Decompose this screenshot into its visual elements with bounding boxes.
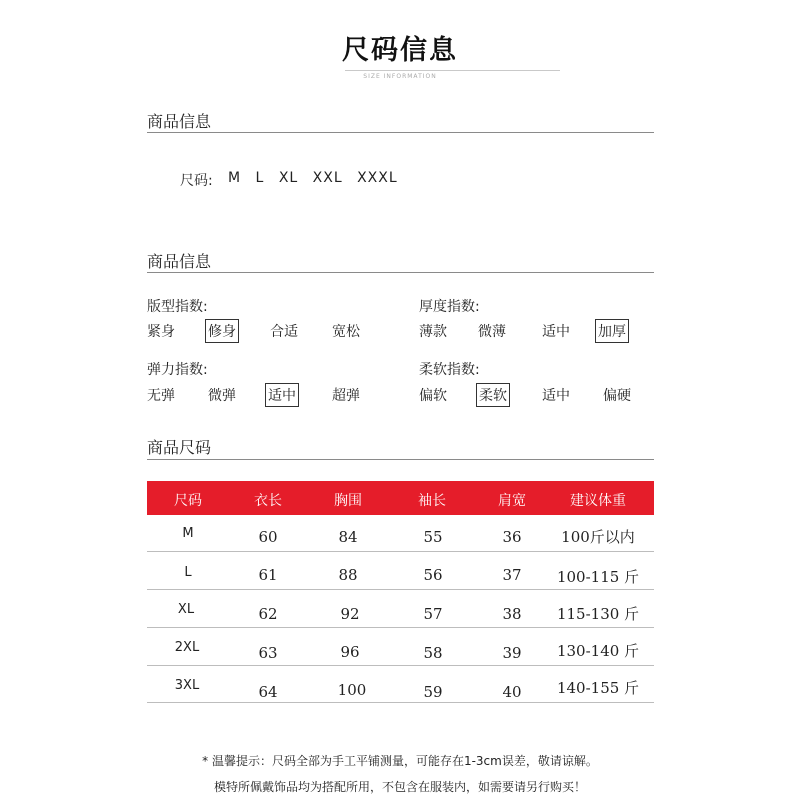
measurement-note: * 温馨提示：尺码全部为手工平铺测量，可能存在1-3cm误差，敬请谅解。: [202, 754, 598, 768]
fit-option: 合适: [270, 324, 298, 340]
table-cell: 140-155 斤: [556, 679, 640, 697]
table-cell: 38: [502, 605, 522, 623]
table-cell: 63: [258, 644, 278, 662]
accessory-note: 模特所佩戴饰品均为搭配所用，不包含在服装内，如需要请另行购买！: [213, 780, 586, 794]
fit-option-selected: 修身: [205, 319, 239, 343]
table-cell: 100-115 斤: [556, 568, 640, 586]
section-heading-product-index: 商品信息: [147, 252, 212, 271]
table-cell: 56: [423, 566, 443, 584]
size-item: XXXL: [357, 170, 398, 186]
fit-index-title: 版型指数:: [147, 299, 208, 315]
table-cell: XL: [177, 602, 195, 617]
size-list: [228, 170, 407, 186]
size-label: 尺码:: [180, 173, 213, 189]
column-header-shoulder: 肩宽: [498, 493, 526, 509]
column-header-weight: 建议体重: [570, 493, 626, 509]
elasticity-option: 无弹: [147, 388, 175, 404]
table-cell: 59: [423, 683, 443, 701]
section-divider: [147, 272, 654, 273]
table-row-divider: [147, 589, 654, 590]
elasticity-option: 超弹: [332, 388, 360, 404]
softness-option: 偏硬: [603, 388, 631, 404]
table-cell: L: [184, 565, 192, 580]
table-cell: 58: [423, 644, 443, 662]
section-divider: [147, 132, 654, 133]
section-heading-product-info: 商品信息: [147, 112, 212, 131]
fit-option: 宽松: [332, 324, 360, 340]
table-row-divider: [147, 551, 654, 552]
softness-index-title: 柔软指数:: [419, 362, 480, 378]
thickness-option: 适中: [542, 324, 570, 340]
elasticity-option: 微弹: [208, 388, 236, 404]
table-row-divider: [147, 665, 654, 666]
table-cell: 39: [502, 644, 522, 662]
table-cell: 92: [340, 605, 360, 623]
column-header-length: 衣长: [254, 493, 282, 509]
softness-option-selected: 柔软: [476, 383, 510, 407]
table-cell: 60: [258, 528, 278, 546]
elasticity-option-selected: 适中: [265, 383, 299, 407]
table-row-divider: [147, 702, 654, 703]
table-cell: 64: [258, 683, 278, 701]
size-item: XXL: [312, 170, 343, 186]
column-header-chest: 胸围: [334, 493, 362, 509]
table-cell: 36: [502, 528, 522, 546]
table-cell: 100斤以内: [561, 528, 635, 546]
table-cell: M: [182, 526, 194, 541]
size-table-header: [147, 481, 654, 515]
page-subtitle: SIZE INFORMATION: [363, 73, 437, 80]
column-header-size: 尺码: [174, 493, 202, 509]
title-divider: [345, 70, 560, 71]
table-cell: 96: [340, 643, 360, 661]
thickness-index-title: 厚度指数:: [419, 299, 480, 315]
size-item: M: [228, 170, 242, 186]
thickness-option-selected: 加厚: [595, 319, 629, 343]
table-cell: 37: [502, 566, 522, 584]
table-cell: 3XL: [174, 678, 200, 693]
thickness-option: 薄款: [419, 324, 447, 340]
softness-option: 适中: [542, 388, 570, 404]
table-cell: 100: [337, 681, 367, 699]
page-title: 尺码信息: [342, 35, 458, 66]
elasticity-index-title: 弹力指数:: [147, 362, 208, 378]
table-cell: 130-140 斤: [556, 642, 640, 660]
table-cell: 84: [338, 528, 358, 546]
table-cell: 55: [423, 528, 443, 546]
section-divider: [147, 459, 654, 460]
table-cell: 2XL: [174, 640, 200, 655]
table-cell: 62: [258, 605, 278, 623]
table-cell: 57: [423, 605, 443, 623]
section-heading-size-chart: 商品尺码: [147, 438, 212, 457]
fit-option: 紧身: [147, 324, 175, 340]
table-cell: 88: [338, 566, 358, 584]
size-item: L: [255, 170, 265, 186]
softness-option: 偏软: [419, 388, 447, 404]
table-cell: 61: [258, 566, 278, 584]
table-row-divider: [147, 627, 654, 628]
thickness-option: 微薄: [478, 324, 506, 340]
table-cell: 115-130 斤: [556, 605, 640, 623]
size-item: XL: [278, 170, 299, 186]
column-header-sleeve: 袖长: [418, 493, 446, 509]
table-cell: 40: [502, 683, 522, 701]
